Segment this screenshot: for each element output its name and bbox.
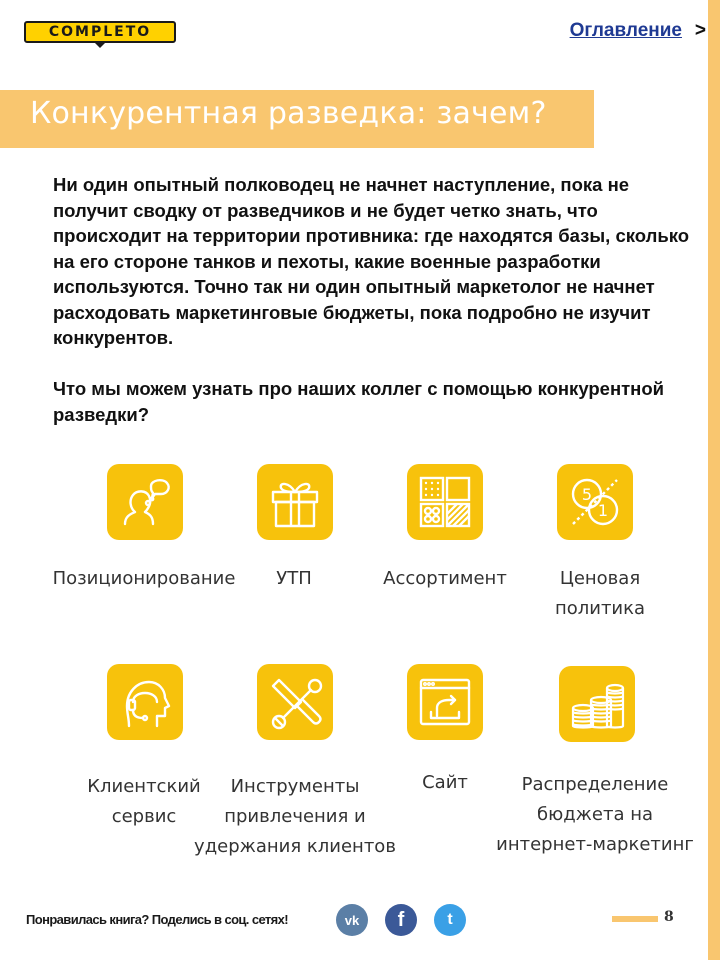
logo-text: COMPLETO xyxy=(48,24,152,40)
assortment-grid-icon xyxy=(407,464,483,540)
completo-logo xyxy=(24,21,176,43)
question-paragraph: Что мы можем узнать про наших коллег с помощью конкурентной разведки? xyxy=(53,378,665,425)
item-label-positioning: Позиционирование xyxy=(52,568,236,589)
page-number-bar xyxy=(612,916,658,922)
vk-icon[interactable]: vk xyxy=(336,904,368,936)
item-label-site: Сайт xyxy=(422,772,468,793)
svg-text:5: 5 xyxy=(581,485,593,504)
item-label-client-service: Клиентский сервис xyxy=(87,776,201,827)
intro-paragraph: Ни один опытный полководец не начнет наступление, пока не получит сводку от разведчиков и не будет четко знать, что происходит на территории противника: где находятся базы, сколько на его стороне танков и пехоты, какие военные разработки используются. Точно так ни один опытный маркетолог не начнет расходовать маркетинговые бюджеты, пока подробно не изучит конкурентов. xyxy=(53,174,690,348)
item-label-pricing: Ценовая политика xyxy=(554,568,646,619)
tools-icon xyxy=(257,664,333,740)
share-prompt: Понравилась книга? Поделись в соц. сетях! xyxy=(26,912,289,927)
price-coins-icon xyxy=(557,464,633,540)
browser-window-icon xyxy=(407,664,483,740)
table-of-contents-link[interactable]: Оглавление xyxy=(569,20,682,41)
item-label-assortment: Ассортимент xyxy=(383,568,507,589)
gift-icon xyxy=(257,464,333,540)
item-label-tools: Инструменты привлечения и удержания клиентов xyxy=(194,776,396,857)
speech-head-icon xyxy=(107,464,183,540)
toc-arrow: > xyxy=(694,20,706,41)
page-number: 8 xyxy=(664,909,674,925)
headset-head-icon xyxy=(107,664,183,740)
facebook-icon[interactable]: f xyxy=(385,904,417,936)
svg-text:1: 1 xyxy=(597,501,609,520)
twitter-icon[interactable]: t xyxy=(434,904,466,936)
item-label-usp: УТП xyxy=(276,568,312,589)
page-title: Конкурентная разведка: зачем? xyxy=(30,96,547,131)
coin-stacks-icon xyxy=(559,666,635,742)
item-label-budget: Распределение бюджета на интернет-маркетинг xyxy=(496,774,694,855)
right-accent-stripe xyxy=(708,0,720,960)
